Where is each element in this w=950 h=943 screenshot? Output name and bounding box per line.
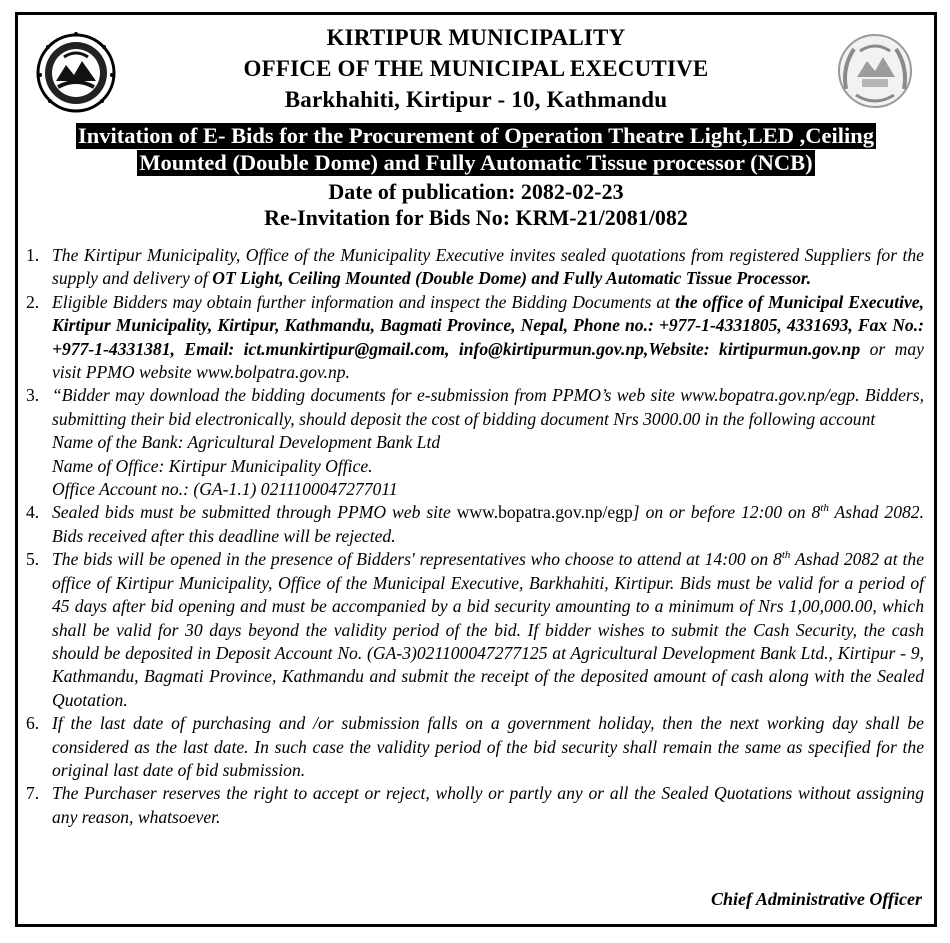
notice-page — [15, 12, 937, 927]
list-item: 2. Eligible Bidders may obtain further information and inspect the Bidding Documents at the office of Municipal Executive, Kirtipur Municipality, Kirtipur, Kathmandu, Bagmati Province, Nepal, Phone no.: +977-1-4331805, 4331693, Fax No.: +977-1-4331381, Email: ict.munkirtipur@gmail.com, info@kirtipurmun.gov.np,Website: kirtipurmun.gov.np or may visit PPMO website www.bolpatra.gov.np. — [26, 291, 924, 383]
banner-line-1: Invitation of E- Bids for the Procurement of Operation Theatre Light,LED ,Ceiling — [77, 123, 875, 148]
municipality-name: KIRTIPUR MUNICIPALITY — [326, 25, 626, 50]
office-name: OFFICE OF THE MUNICIPAL EXECUTIVE — [243, 56, 709, 81]
signatory-title: Chief Administrative Officer — [711, 889, 922, 909]
office-account-number: Office Account no.: (GA-1.1) 0211100047277011 — [52, 479, 398, 500]
banner-line-2: Mounted (Double Dome) and Fully Automatic Tissue processor (NCB) — [139, 150, 813, 175]
office-account-name: Name of Office: Kirtipur Municipality Office. — [52, 455, 373, 476]
publication-date: Date of publication: 2082-02-23 — [328, 179, 624, 204]
invitation-banner — [18, 122, 934, 176]
list-item: 3. “Bidder may download the bidding documents for e-submission from PPMO’s web site www.bopatra.gov.np/egp. Bidders, submitting their bid electronically, should deposit the cost of bidding document Nrs 3000.00 in the following account Name of the Bank: Agricultural Development Bank Ltd Name of Office: Kirtipur Municipality Office. Office Account no.: (GA-1.1) 0211100047277011 — [26, 385, 924, 500]
reinvitation-number: Re-Invitation for Bids No: KRM-21/2081/082 — [264, 205, 688, 230]
list-item: 1. The Kirtipur Municipality, Office of the Municipality Executive invites sealed quotations from registered Suppliers for the supply and delivery of OT Light, Ceiling Mounted (Double Dome) and Fully Automatic Tissue Processor. — [26, 245, 924, 289]
list-item: 5. The bids will be opened in the presence of Bidders' representatives who choose to attend at 14:00 on 8th Ashad 2082 at the office of Kirtipur Municipality, Office of the Municipal Executive, Barkhahiti, Kirtipur. Bids must be valid for a period of 45 days after bid opening and must be accompanied by a bid security amounting to a minimum of Nrs 1,00,000.00, which shall be valid for 30 days beyond the validity period of the bid. If bidder wishes to submit the Cash Security, the cash should be deposited in Deposit Account No. (GA-3)021100047277125 at Agricultural Development Bank Ltd., Kirtipur - 9, Kathmandu, Bagmati Province, Kathmandu and submit the receipt of the deposited amount of cash along with the Sealed Quotation. — [26, 549, 924, 710]
list-item: 6. If the last date of purchasing and /or submission falls on a government holiday, then the next working day shall be considered as the last date. In such case the validity period of the bid security shall remain the same as specified for the original last date of bid submission. — [26, 713, 924, 780]
list-item: 7. The Purchaser reserves the right to accept or reject, wholly or partly any or all the Sealed Quotations without assigning any reason, whatsoever. — [26, 783, 924, 827]
office-address: Barkhahiti, Kirtipur - 10, Kathmandu — [284, 87, 668, 112]
egp-website: www.bopatra.gov.np/egp — [456, 502, 633, 523]
instructions-list — [26, 244, 924, 829]
bank-name: Name of the Bank: Agricultural Development Bank Ltd — [52, 432, 441, 453]
list-item: 4. Sealed bids must be submitted through PPMO web site www.bopatra.gov.np/egp] on or before 12:00 on 8th Ashad 2082. Bids received after this deadline will be rejected. — [26, 502, 924, 546]
